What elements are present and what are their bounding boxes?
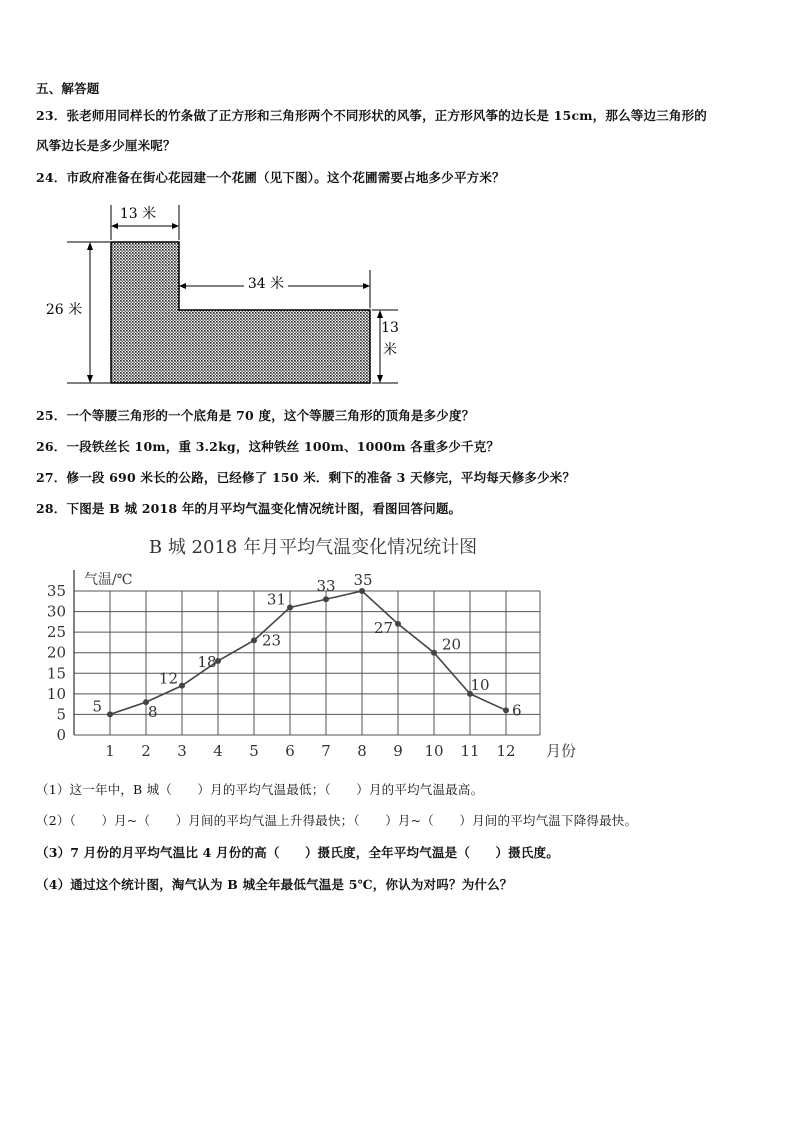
data-point	[431, 650, 437, 656]
x-tick-label: 12	[496, 742, 516, 760]
data-label: 33	[316, 577, 336, 596]
data-label: 6	[512, 701, 522, 720]
x-tick-label: 4	[213, 742, 223, 760]
top-width-label: 13 米	[119, 206, 157, 222]
sub-question-4: （4）通过这个统计图，淘气认为 B 城全年最低气温是 5℃，你认为对吗？为什么？	[36, 877, 513, 892]
y-tick-label: 5	[56, 705, 66, 724]
x-tick-label: 6	[285, 742, 295, 760]
x-tick-label: 10	[424, 742, 444, 760]
x-tick-label: 8	[357, 742, 367, 760]
data-label: 12	[158, 669, 178, 688]
data-label: 10	[470, 675, 490, 694]
x-tick-label: 11	[460, 742, 480, 760]
y-tick-label: 35	[46, 582, 66, 600]
sub-question-2: （2）（ ）月~（ ）月间的平均气温上升得最快；（ ）月~（ ）月间的平均气温下降得最快。	[36, 813, 638, 828]
x-tick-label: 7	[321, 742, 331, 760]
question-27: 27．修一段 690 米长的公路，已经修了 150 米．剩下的准备 3 天修完，平均每天修多少米？	[36, 470, 576, 485]
data-point	[287, 604, 293, 610]
data-point	[251, 637, 257, 643]
data-label: 5	[92, 697, 102, 716]
garden-figure	[0, 190, 794, 430]
question-24: 24．市政府准备在街心花园建一个花圃（见下图）。这个花圃需要占地多少平方米？	[36, 170, 505, 185]
question-23-line-2: 风筝边长是多少厘米呢？	[36, 138, 176, 153]
x-tick-label: 5	[249, 742, 259, 760]
x-tick-label: 2	[141, 742, 151, 760]
y-tick-label: 15	[46, 664, 66, 683]
height-label: 26 米	[45, 302, 83, 318]
middle-width-label: 34 米	[247, 276, 285, 292]
y-tick-label: 0	[56, 726, 66, 744]
question-26: 26．一段铁丝长 10m，重 3.2kg，这种铁丝 100m、1000m 各重多少千克？	[36, 439, 500, 454]
y-axis-label: 气温/℃	[84, 572, 133, 588]
y-tick-label: 30	[46, 602, 66, 621]
question-23-line-1: 23．张老师用同样长的竹条做了正方形和三角形两个不同形状的风筝，正方形风筝的边长是 15cm，那么等边三角形的	[36, 108, 707, 123]
data-point	[323, 596, 329, 602]
data-label: 8	[148, 703, 158, 722]
chart-title: B 城 2018 年月平均气温变化情况统计图	[148, 537, 478, 558]
y-tick-label: 10	[46, 684, 66, 703]
data-label: 20	[442, 635, 462, 654]
sub-question-3: （3）7 月份的月平均气温比 4 月份的高（ ）摄氏度，全年平均气温是（ ）摄氏度。	[36, 845, 559, 860]
garden-shape	[111, 242, 370, 383]
x-tick-label: 9	[393, 742, 403, 760]
data-label: 18	[197, 652, 217, 671]
x-tick-label: 3	[177, 742, 187, 760]
data-label: 31	[266, 590, 286, 609]
data-point	[395, 621, 401, 627]
x-axis-label: 月份	[546, 742, 577, 760]
x-tick-label: 1	[105, 742, 115, 760]
data-label: 23	[262, 631, 282, 650]
data-point	[179, 683, 185, 689]
sub-question-1: （1）这一年中，B 城（ ）月的平均气温最低；（ ）月的平均气温最高。	[36, 782, 484, 797]
right-height-unit: 米	[383, 342, 397, 358]
temperature-chart	[0, 530, 794, 770]
data-point	[107, 711, 113, 717]
y-tick-label: 25	[46, 623, 66, 642]
data-point	[503, 707, 509, 713]
y-tick-label: 20	[46, 643, 66, 662]
data-label: 35	[353, 571, 373, 589]
right-height-number: 13	[381, 320, 399, 336]
section-title: 五、解答题	[36, 81, 100, 96]
question-28: 28．下图是 B 城 2018 年的月平均气温变化情况统计图，看图回答问题。	[36, 501, 462, 516]
data-label: 27	[373, 618, 393, 637]
question-25: 25．一个等腰三角形的一个底角是 70 度，这个等腰三角形的顶角是多少度？	[36, 408, 475, 423]
